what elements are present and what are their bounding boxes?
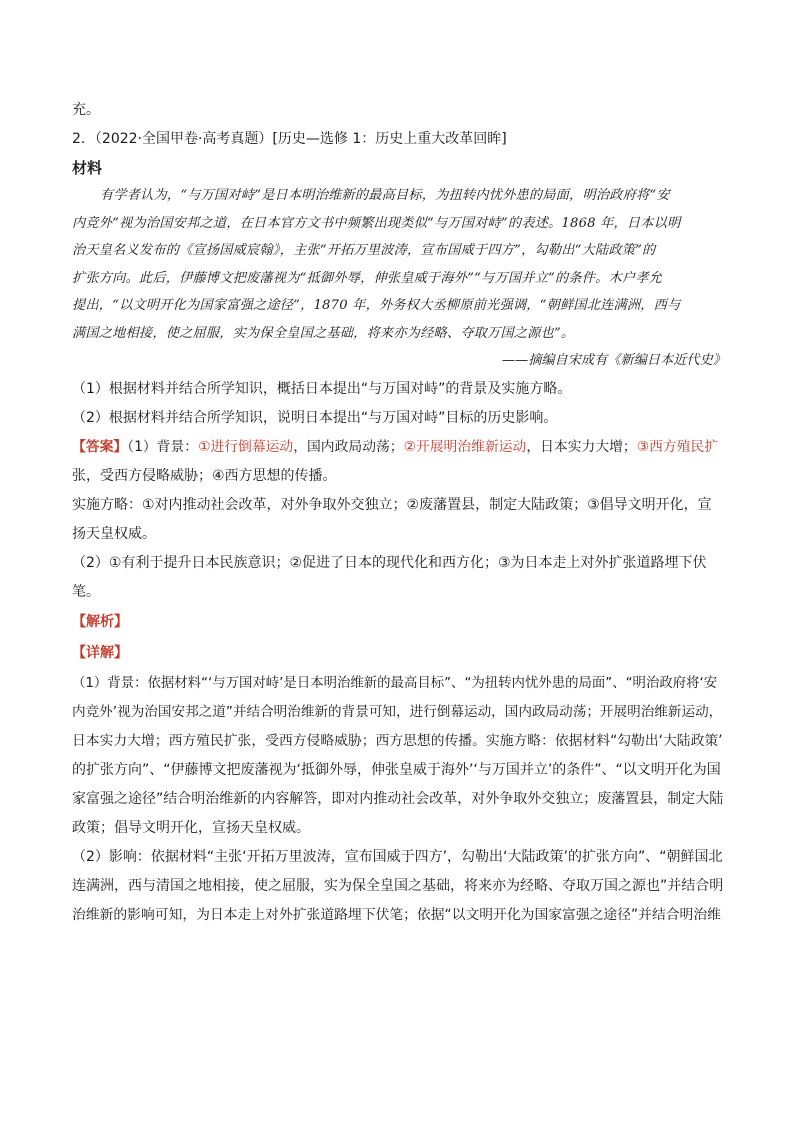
detail-tag: 【详解】 (72, 645, 128, 661)
detail-line: 的扩张方向”、“伊藤博文把废藩视为‘抵御外辱，伸张皇威于海外’‘与万国并立’的条件”、“以文明开化为国 (72, 762, 721, 778)
detail-line: 内竞外’视为治国安邦之道”并结合明治维新的背景可知，进行倒幕运动，国内政局动荡；开展明治维新运动， (72, 704, 723, 720)
analysis-tag: 【解析】 (72, 614, 128, 630)
detail-line: 日本实力大增；西方殖民扩张，受西方侵略威胁；西方思想的传播。实施方略：依据材料“勾勒出‘大陆政策’ (72, 733, 723, 749)
sub-question-2: （2）根据材料并结合所学知识，说明日本提出“与万国对峙”目标的历史影响。 (72, 410, 558, 426)
answer-1-prefix: （1）背景： (127, 439, 199, 455)
answer-1-point-2: ②开展明治维新运动 (403, 439, 527, 455)
answer-1-text-1: ，国内政局动荡； (293, 439, 404, 455)
material-source: ——摘编自宋成有《新编日本近代史》 (501, 353, 726, 368)
detail-line: 连满洲，西与清国之地相接，使之屈服，实为保全皇国之基础，将来亦为经略、夺取万国之源也”并结合明 (72, 878, 724, 894)
material-text (72, 182, 726, 347)
answer-2-line-2: 笔。 (72, 584, 100, 600)
answer-strategy-line-2: 扬天皇权威。 (72, 526, 156, 542)
detail-paragraph-1 (72, 669, 726, 843)
answer-1-line-2: 张，受西方侵略威胁；④西方思想的传播。 (72, 468, 337, 484)
answer-1-point-3: ③西方殖民扩 (636, 439, 719, 455)
previous-answer-tail: 充。 (72, 102, 100, 118)
detail-line: 家富强之途径”结合明治维新的内容解答，即对内推动社会改革，对外争取外交独立；废藩置县，制定大陆 (72, 791, 724, 807)
material-line: 提出，“以文明开化为国家富强之途径”，1870 年，外务权大丞柳原前光强调，“朝鲜国北连满洲，西与 (72, 298, 681, 313)
answer-tag: 【答案】 (72, 439, 128, 455)
detail-line: （1）背景：依据材料“‘与万国对峙’是日本明治维新的最高目标”、“为扭转内忧外患的局面”、“明治政府将‘安 (72, 676, 718, 691)
answer-2-line-1: （2）①有利于提升日本民族意识；②促进了日本的现代化和西方化；③为日本走上对外扩张道路埋下伏 (72, 555, 707, 571)
question-header: 2．（2022·全国甲卷·高考真题）[历史—选修 1：历史上重大改革回眸] (72, 131, 507, 147)
document-page (72, 96, 726, 930)
answer-1-text-2: ，日本实力大增； (526, 439, 637, 455)
material-line: 扩张方向。此后，伊藤博文把废藩视为“抵御外辱，伸张皇威于海外”“与万国并立”的条件。木户孝允 (72, 270, 663, 286)
material-line: 满国之地相接，使之屈服，实为保全皇国之基础，将来亦为经略、夺取万国之源也”。 (72, 325, 575, 341)
detail-line: 政策；倡导文明开化，宣扬天皇权威。 (72, 820, 310, 836)
answer-strategy-line-1: 实施方略：①对内推动社会改革，对外争取外交独立；②废藩置县，制定大陆政策；③倡导文明开化，宣 (72, 497, 712, 513)
detail-line: （2）影响：依据材料“主张‘开拓万里波涛，宣布国威于四方’，勾勒出‘大陆政策’的扩张方向”、“朝鲜国北 (72, 849, 723, 865)
answer-1-point-1: ①进行倒幕运动 (198, 439, 294, 455)
detail-line: 治维新的影响可知，为日本走上对外扩张道路埋下伏笔；依据“以文明开化为国家富强之途径”并结合明治维 (72, 907, 721, 923)
sub-question-1: （1）根据材料并结合所学知识，概括日本提出“与万国对峙”的背景及实施方略。 (72, 381, 572, 397)
material-label: 材料 (72, 159, 103, 177)
detail-paragraph-2 (72, 843, 726, 930)
material-line: 治天皇名义发布的《宣扬国威宸翰》，主张“开拓万里波涛，宣布国威于四方”，勾勒出“大陆政策”的 (72, 243, 656, 258)
answer-line-1 (72, 433, 726, 462)
material-line: 有学者认为，“与万国对峙”是日本明治维新的最高目标，为扭转内忧外患的局面，明治政府将“安 (100, 188, 670, 203)
material-line: 内竞外”视为治国安邦之道，在日本官方文书中频繁出现类似“与万国对峙”的表述。1868 年，日本以明 (72, 215, 681, 231)
